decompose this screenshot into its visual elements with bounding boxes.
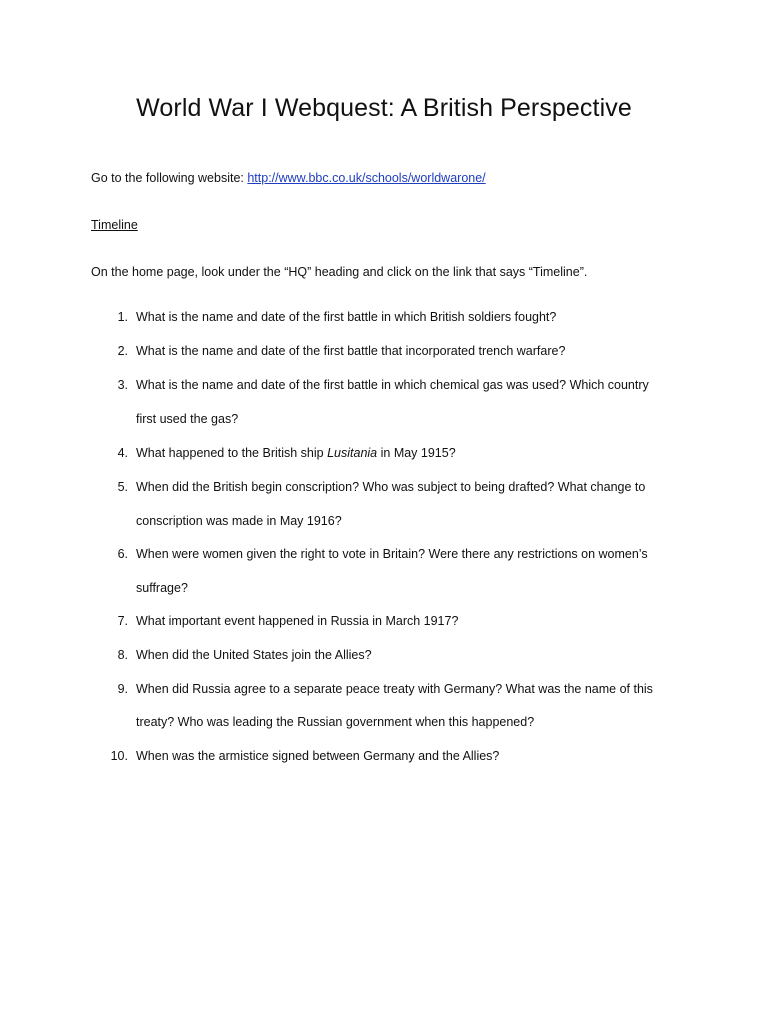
question-text-pre: What happened to the British ship xyxy=(136,446,328,460)
question-text-post: in May 1915? xyxy=(377,446,456,460)
question-text xyxy=(136,436,696,470)
question-text: When did Russia agree to a separate peace treaty with Germany? What was the name of this xyxy=(136,682,653,696)
question-number: 3. xyxy=(117,378,128,392)
question-number: 10. xyxy=(110,749,128,763)
question-text-continuation: conscription was made in May 1916? xyxy=(136,514,342,528)
question-number: 7. xyxy=(117,614,128,628)
question-number: 1. xyxy=(117,310,128,324)
question-number: 2. xyxy=(117,344,128,358)
question-text: When did the British begin conscription? Who was subject to being drafted? What change to xyxy=(136,480,646,494)
question-text-continuation: suffrage? xyxy=(136,581,188,595)
section-heading-timeline: Timeline xyxy=(91,218,138,232)
question-text: What is the name and date of the first battle in which British soldiers fought? xyxy=(136,310,557,324)
question-number: 5. xyxy=(117,480,128,494)
intro-text: Go to the following website: xyxy=(91,171,248,185)
question-text: What is the name and date of the first battle that incorporated trench warfare? xyxy=(136,344,566,358)
website-link[interactable]: http://www.bbc.co.uk/schools/worldwarone/ xyxy=(247,171,486,185)
page-title: World War I Webquest: A British Perspective xyxy=(136,94,632,122)
question-text-continuation: first used the gas? xyxy=(136,412,239,426)
instructions-text: On the home page, look under the “HQ” heading and click on the link that says “Timeline”. xyxy=(91,265,588,279)
intro-line xyxy=(91,168,486,188)
question-number: 9. xyxy=(117,682,128,696)
question-text: What is the name and date of the first battle in which chemical gas was used? Which country xyxy=(136,378,649,392)
question-number: 8. xyxy=(117,648,128,662)
question-text: What important event happened in Russia in March 1917? xyxy=(136,614,459,628)
question-number: 4. xyxy=(117,446,128,460)
question-text-continuation: treaty? Who was leading the Russian government when this happened? xyxy=(136,715,535,729)
question-text: When was the armistice signed between Germany and the Allies? xyxy=(136,749,500,763)
question-number: 6. xyxy=(117,547,128,561)
ship-name: Lusitania xyxy=(327,446,378,460)
question-text: When were women given the right to vote in Britain? Were there any restrictions on women’s xyxy=(136,547,648,561)
question-text: When did the United States join the Allies? xyxy=(136,648,372,662)
